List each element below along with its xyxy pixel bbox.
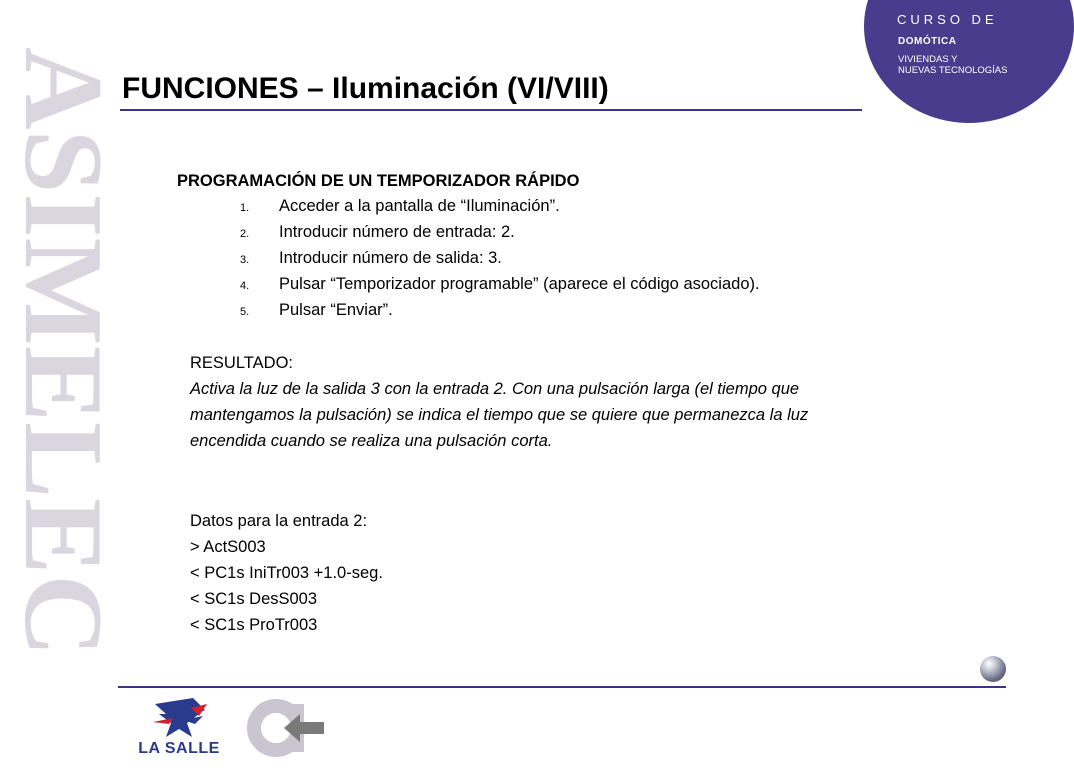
data-line: < SC1s DesS003 [190, 590, 318, 608]
data-line: > ActS003 [190, 538, 266, 556]
footer-divider [118, 686, 1006, 688]
badge-tecnologias-label: NUEVAS TECNOLOGÍAS [898, 65, 1008, 76]
step-number: 3. [240, 254, 250, 266]
data-heading: Datos para la entrada 2: [190, 512, 368, 530]
step-text: Introducir número de salida: 3. [279, 249, 502, 267]
lasalle-logo-text: LA SALLE [138, 740, 220, 757]
sphere-nav-icon[interactable] [980, 656, 1006, 682]
slide-title: FUNCIONES – Iluminación (VI/VIII) [122, 72, 609, 105]
step-number: 2. [240, 228, 250, 240]
badge-domotica-label: DOMÓTICA [898, 36, 957, 47]
step-number: 1. [240, 202, 250, 214]
result-label: RESULTADO: [190, 354, 293, 372]
badge-viviendas-label: VIVIENDAS Y [898, 54, 958, 65]
back-arrow-icon[interactable] [244, 696, 328, 760]
data-line: < SC1s ProTr003 [190, 616, 318, 634]
step-number: 4. [240, 280, 250, 292]
asimelec-watermark [1, 42, 125, 662]
title-divider [120, 109, 862, 111]
watermark-text: ASIMELEC [1, 47, 125, 645]
result-text-line: mantengamos la pulsación) se indica el tiempo que se quiere que permanezca la luz [190, 406, 809, 424]
step-text: Pulsar “Temporizador programable” (aparece el código asociado). [279, 275, 760, 293]
step-number: 5. [240, 306, 250, 318]
badge-course-label: CURSO DE [897, 12, 998, 27]
result-text-line: encendida cuando se realiza una pulsación corta. [190, 432, 553, 450]
step-text: Pulsar “Enviar”. [279, 301, 393, 319]
data-line: < PC1s IniTr003 +1.0-seg. [190, 564, 383, 582]
section-heading: PROGRAMACIÓN DE UN TEMPORIZADOR RÁPIDO [177, 172, 580, 190]
step-text: Introducir número de entrada: 2. [279, 223, 515, 241]
result-text-line: Activa la luz de la salida 3 con la entrada 2. Con una pulsación larga (el tiempo que [190, 380, 800, 398]
step-text: Acceder a la pantalla de “Iluminación”. [279, 197, 560, 215]
